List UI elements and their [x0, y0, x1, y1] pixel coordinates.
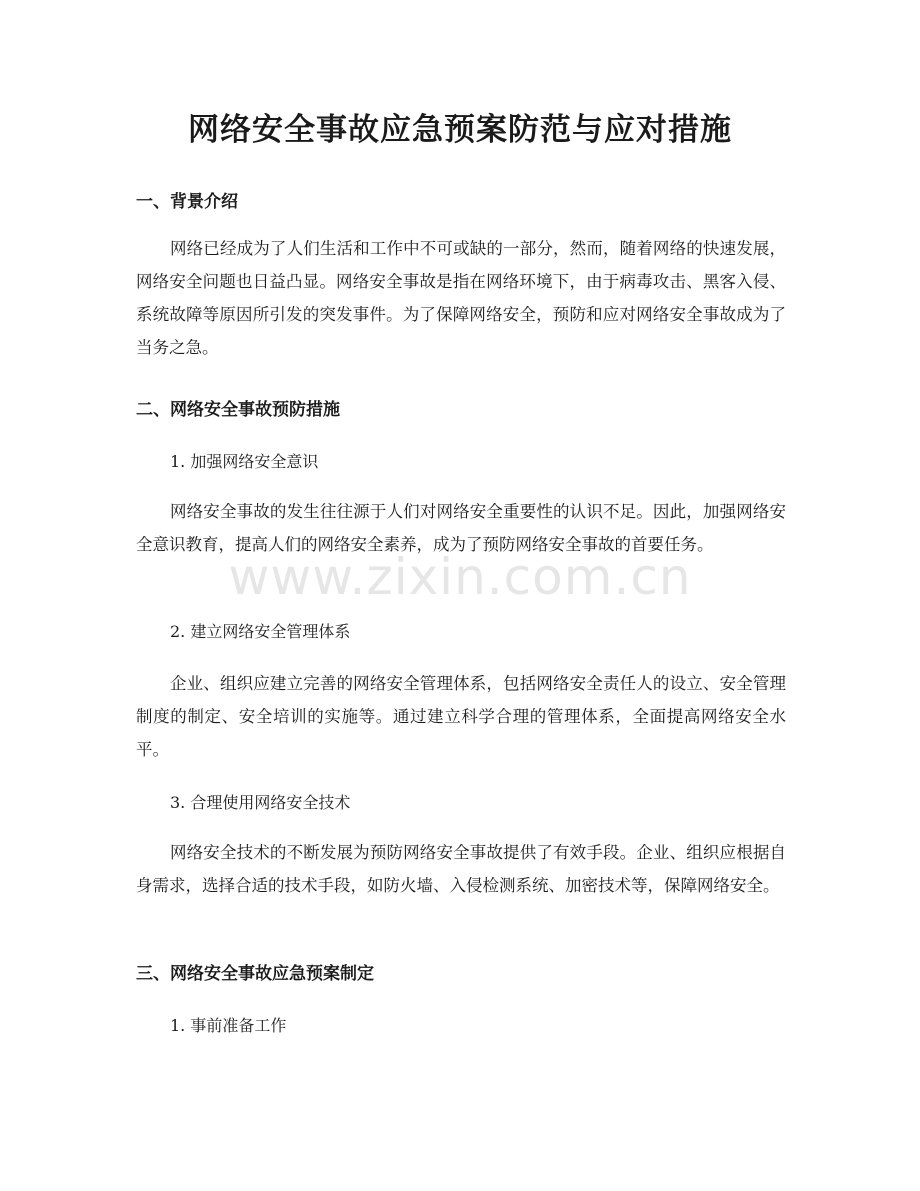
paragraph-security-technology: 网络安全技术的不断发展为预防网络安全事故提供了有效手段。企业、组织应根据自身需求，选择合适的技术手段，如防火墙、入侵检测系统、加密技术等，保障网络安全。: [136, 843, 786, 895]
subheading-awareness: 1. 加强网络安全意识: [170, 452, 319, 471]
subheading-preparation: 1. 事前准备工作: [170, 1016, 287, 1035]
page-title: 网络安全事故应急预案防范与应对措施: [188, 112, 732, 148]
section-heading-prevention: 二、网络安全事故预防措施: [136, 400, 340, 420]
section-heading-emergency-plan: 三、网络安全事故应急预案制定: [136, 964, 374, 984]
paragraph-management-system: 企业、组织应建立完善的网络安全管理体系，包括网络安全责任人的设立、安全管理制度的制定、安全培训的实施等。通过建立科学合理的管理体系，全面提高网络安全水平。: [136, 674, 786, 759]
watermark-text: www.zixin.com.cn: [228, 548, 692, 606]
subheading-management-system: 2. 建立网络安全管理体系: [170, 622, 351, 641]
paragraph-awareness: 网络安全事故的发生往往源于人们对网络安全重要性的认识不足。因此，加强网络安全意识教育，提高人们的网络安全素养，成为了预防网络安全事故的首要任务。: [136, 502, 786, 554]
section-heading-background: 一、背景介绍: [136, 192, 238, 212]
paragraph-background: 网络已经成为了人们生活和工作中不可或缺的一部分，然而，随着网络的快速发展，网络安全问题也日益凸显。网络安全事故是指在网络环境下，由于病毒攻击、黑客入侵、系统故障等原因所引发的突发事件。为了保障网络安全，预防和应对网络安全事故成为了当务之急。: [136, 239, 786, 357]
subheading-security-technology: 3. 合理使用网络安全技术: [170, 793, 351, 812]
